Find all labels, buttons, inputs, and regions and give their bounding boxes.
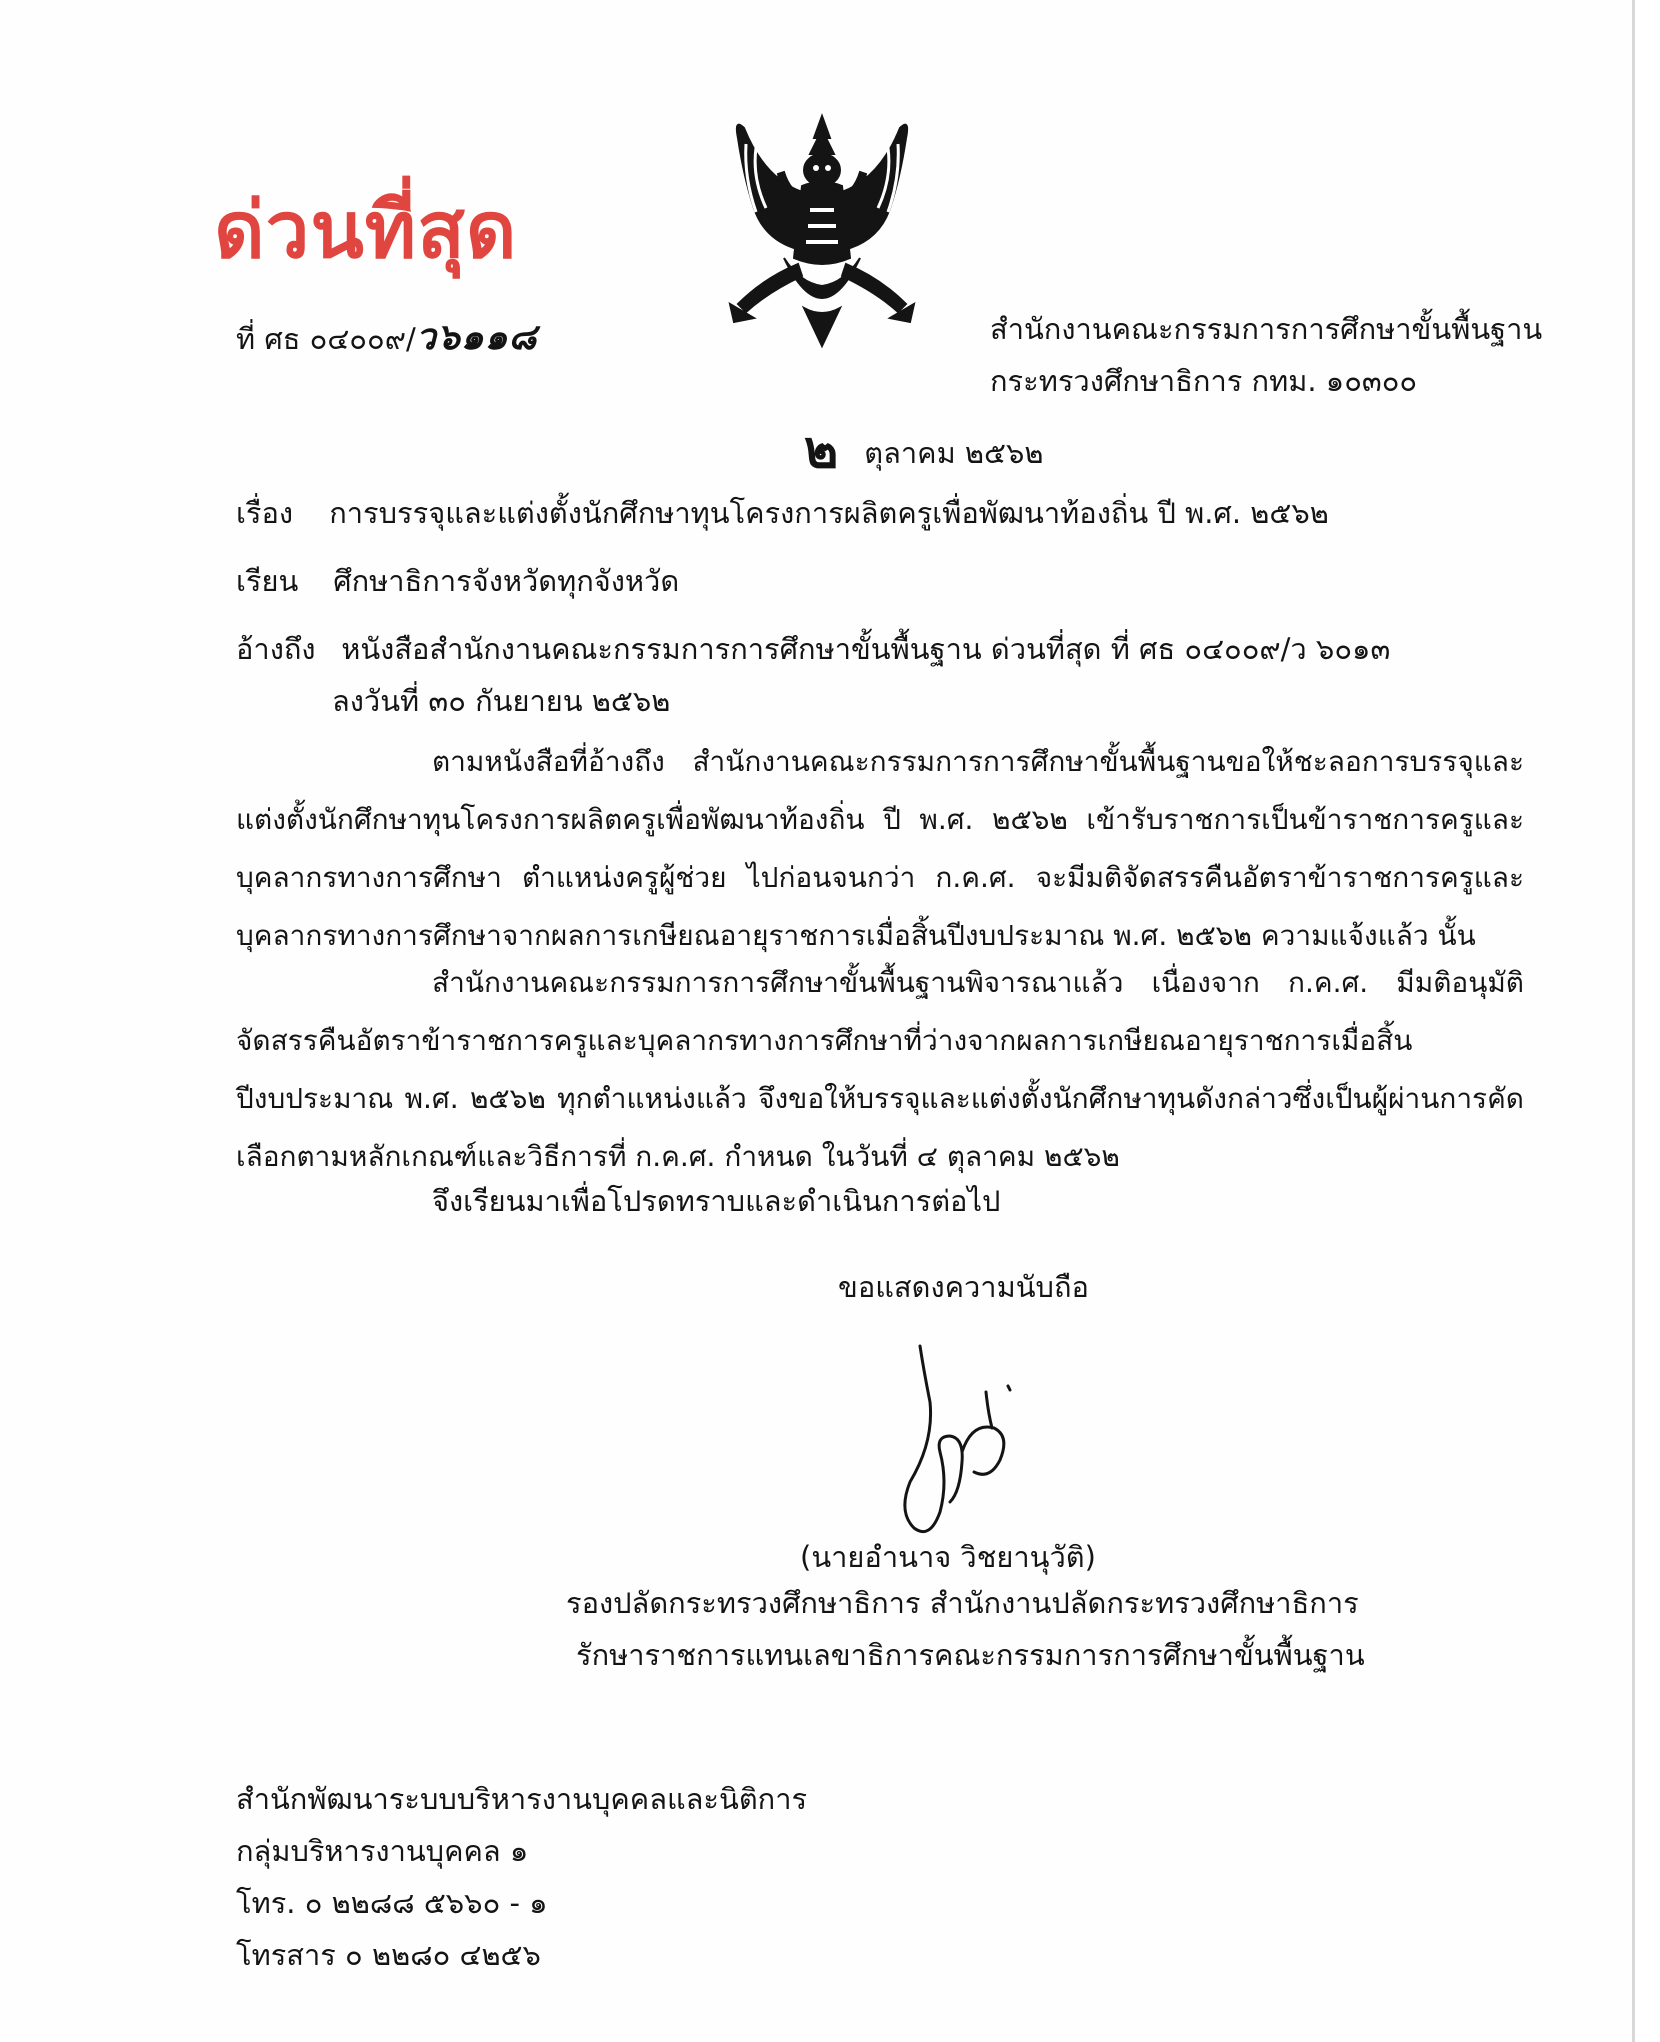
date-month-year: ตุลาคม ๒๕๖๒ (864, 436, 1044, 470)
reference-text: หนังสือสำนักงานคณะกรรมการการศึกษาขั้นพื้นฐาน ด่วนที่สุด ที่ ศธ ๐๔๐๐๙/ว ๖๐๑๓ (341, 632, 1391, 666)
garuda-emblem-icon (694, 108, 950, 358)
reference-line (236, 626, 1390, 672)
footer-phone: โทร. ๐ ๒๒๘๘ ๕๖๖๐ - ๑ (236, 1886, 548, 1920)
recipient-line (236, 558, 679, 604)
document-number-prefix: ที่ ศธ ๐๔๐๐๙/ (236, 322, 416, 356)
document-number (236, 308, 537, 365)
urgency-stamp: ด่วนที่สุด (214, 186, 518, 276)
subject-line (236, 490, 1329, 536)
closing-salutation: ขอแสดงความนับถือ (838, 1270, 1089, 1304)
body-paragraph-3: จึงเรียนมาเพื่อโปรดทราบและดำเนินการต่อไป (432, 1184, 1001, 1218)
body-paragraph-2: สำนักงานคณะกรรมการการศึกษาขั้นพื้นฐานพิจารณาแล้ว เนื่องจาก ก.ค.ศ. มีมติอนุมัติจัดสรรคืนอัตราข้าราชการครูและบุคลากรทางการศึกษาที่ว่างจากผลการเกษียณอายุราชการเมื่อสิ้นปีงบประมาณ พ.ศ. ๒๕๖๒ ทุกตำแหน่งแล้ว จึงขอให้บรรจุและแต่งตั้งนักศึกษาทุนดังกล่าวซึ่งเป็นผู้ผ่านการคัดเลือกตามหลักเกณฑ์และวิธีการที่ ก.ค.ศ. กำหนด ในวันที่ ๔ ตุลาคม ๒๕๖๒ (236, 966, 1524, 1173)
office-address: กระทรวงศึกษาธิการ กทม. ๑๐๓๐๐ (990, 364, 1418, 398)
signer-position-1: รองปลัดกระทรวงศึกษาธิการ สำนักงานปลัดกระทรวงศึกษาธิการ (566, 1586, 1359, 1620)
footer-department: สำนักพัฒนาระบบบริหารงานบุคคลและนิติการ (236, 1782, 808, 1816)
document-number-handwritten: ว๖๑๑๘ (415, 317, 538, 358)
reference-date: ลงวันที่ ๓๐ กันยายน ๒๕๖๒ (332, 684, 671, 718)
signer-position-2: รักษาราชการแทนเลขาธิการคณะกรรมการการศึกษาขั้นพื้นฐาน (576, 1638, 1365, 1672)
footer-group: กลุ่มบริหารงานบุคคล ๑ (236, 1834, 529, 1868)
recipient-label: เรียน (236, 564, 299, 598)
footer-fax: โทรสาร ๐ ๒๒๘๐ ๔๒๕๖ (236, 1938, 541, 1972)
signer-name: (นายอำนาจ วิชยานุวัติ) (800, 1540, 1096, 1574)
recipient-text: ศึกษาธิการจังหวัดทุกจังหวัด (333, 564, 680, 598)
subject-label: เรื่อง (236, 496, 294, 530)
subject-text: การบรรจุและแต่งตั้งนักศึกษาทุนโครงการผลิตครูเพื่อพัฒนาท้องถิ่น ปี พ.ศ. ๒๕๖๒ (329, 496, 1329, 530)
date-day: ๒ (804, 420, 839, 480)
reference-label: อ้างถึง (236, 632, 316, 666)
document-date (804, 420, 1044, 480)
office-name: สำนักงานคณะกรรมการการศึกษาขั้นพื้นฐาน (990, 312, 1543, 346)
signature-image (890, 1332, 1030, 1542)
body-paragraph-1: ตามหนังสือที่อ้างถึง สำนักงานคณะกรรมการการศึกษาขั้นพื้นฐานขอให้ชะลอการบรรจุและแต่งตั้งนักศึกษาทุนโครงการผลิตครูเพื่อพัฒนาท้องถิ่น ปี พ.ศ. ๒๕๖๒ เข้ารับราชการเป็นข้าราชการครูและบุคลากรทางการศึกษา ตำแหน่งครูผู้ช่วย ไปก่อนจนกว่า ก.ค.ศ. จะมีมติจัดสรรคืนอัตราข้าราชการครูและบุคลากรทางการศึกษาจากผลการเกษียณอายุราชการเมื่อสิ้นปีงบประมาณ พ.ศ. ๒๕๖๒ ความแจ้งแล้ว นั้น (236, 745, 1524, 952)
